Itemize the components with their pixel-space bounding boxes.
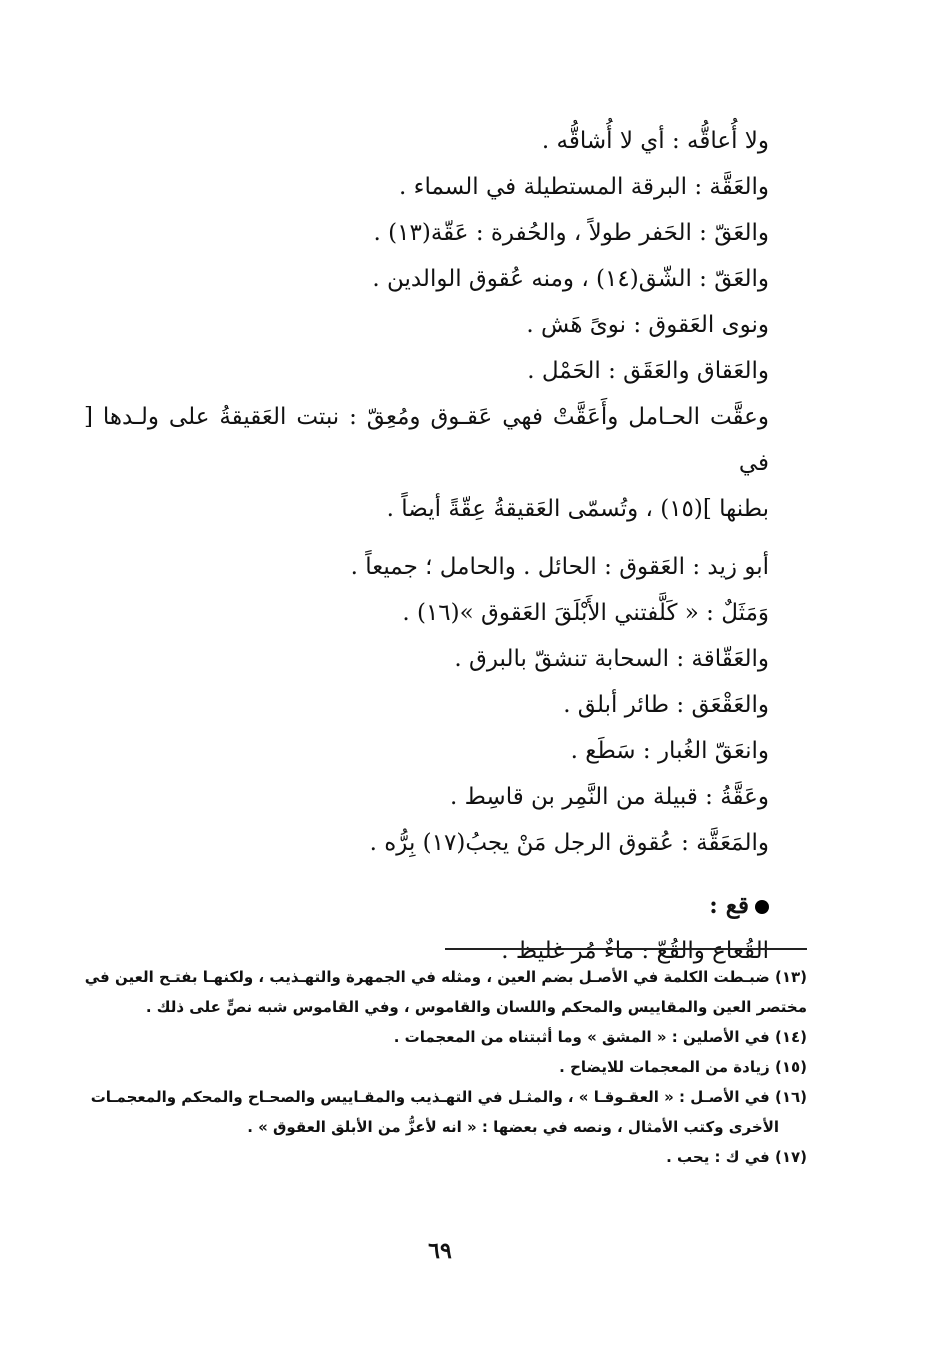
text-line: ولا أُعاقُّه : أي لا أُشاقُّه .: [541, 128, 769, 154]
text-line: أبو زيد : العَقوق : الحائل . والحامل ؛ جميعاً .: [350, 554, 769, 580]
text-line: وَمَثَلٌ : « كَلَّفتني الأَبْلَقَ العَقوق »(١٦) .: [402, 600, 769, 626]
text-line: ونوى العَقوق : نوىً هَش .: [526, 312, 769, 338]
footnote-line: (١٣) ضبـطت الكلمة في الأصـل بضم العين ، ومثله في الجمهرة والتهـذيب ، ولكنهـا بفتـح العين في: [84, 968, 807, 986]
text-line: وانعَقّ الغُبار : سَطَع .: [570, 738, 769, 764]
entry-heading-text: قع :: [709, 892, 749, 919]
text-line: بطنها ](١٥) ، وتُسمّى العَقيقةُ عِقّةً أيضاً .: [386, 496, 769, 522]
section-gap: [92, 866, 769, 884]
text-line: وعقَّت الحـامل وأَعَقَّتْ فهي عَقـوق ومُعِقّ : نبتت العَقيقةُ على ولـدها [ في: [84, 404, 769, 476]
main-text: [84, 118, 769, 974]
text-line: والعَقاق والعَقَق : الحَمْل .: [527, 358, 769, 384]
footnote-line: (١٦) في الأصـل : « العقـوقـا » ، والمثـل في التهـذيب والمقـاييس والصحـاح والمحكم والمعجمـات: [90, 1088, 807, 1106]
footnote-line: (١٥) زيادة من المعجمات للايضاح .: [559, 1058, 807, 1076]
text-line: والعَقْعَق : طائر أبلق .: [563, 692, 769, 718]
entry-heading: [92, 884, 769, 928]
footnote-line: مختصر العين والمقاييس والمحكم واللسان والقاموس ، وفي القاموس شبه نصٍّ على ذلك .: [145, 998, 807, 1016]
page-number: ٦٩: [428, 1238, 452, 1264]
footnotes: [82, 962, 807, 1172]
text-line: والمَعَقَّة : عُقوق الرجل مَنْ يجبُ(١٧) بِرُّه .: [369, 830, 769, 856]
text-line: والعَقّاقة : السحابة تنشقّ بالبرق .: [454, 646, 769, 672]
text-line: والعَقَّة : البرقة المستطيلة في السماء .: [399, 174, 769, 200]
text-line: والعَقّ : الشّق(١٤) ، ومنه عُقوق الوالدين .: [372, 266, 769, 292]
footnote-line: (١٤) في الأصلين : « المشق » وما أثبتناه من المعجمات .: [393, 1028, 807, 1046]
text-line: والعَقّ : الحَفر طولاً ، والحُفرة : عَقّة(١٣) .: [373, 220, 769, 246]
bullet-icon: [755, 900, 769, 914]
paragraph-gap: [92, 532, 769, 544]
footnote-line: (١٧) في ك : يحب .: [666, 1148, 807, 1166]
footnote-line: الأخرى وكتب الأمثال ، ونصه في بعضها : « انه لأعزُّ من الأبلق العقوق » .: [247, 1118, 779, 1136]
text-line: القُعاع والقُعّ : ماءٌ مُر غليظ .: [501, 938, 769, 964]
footnote-separator: [445, 948, 807, 950]
text-line: وعَقَّةُ : قبيلة من النَّمِر بن قاسِط .: [449, 784, 769, 810]
